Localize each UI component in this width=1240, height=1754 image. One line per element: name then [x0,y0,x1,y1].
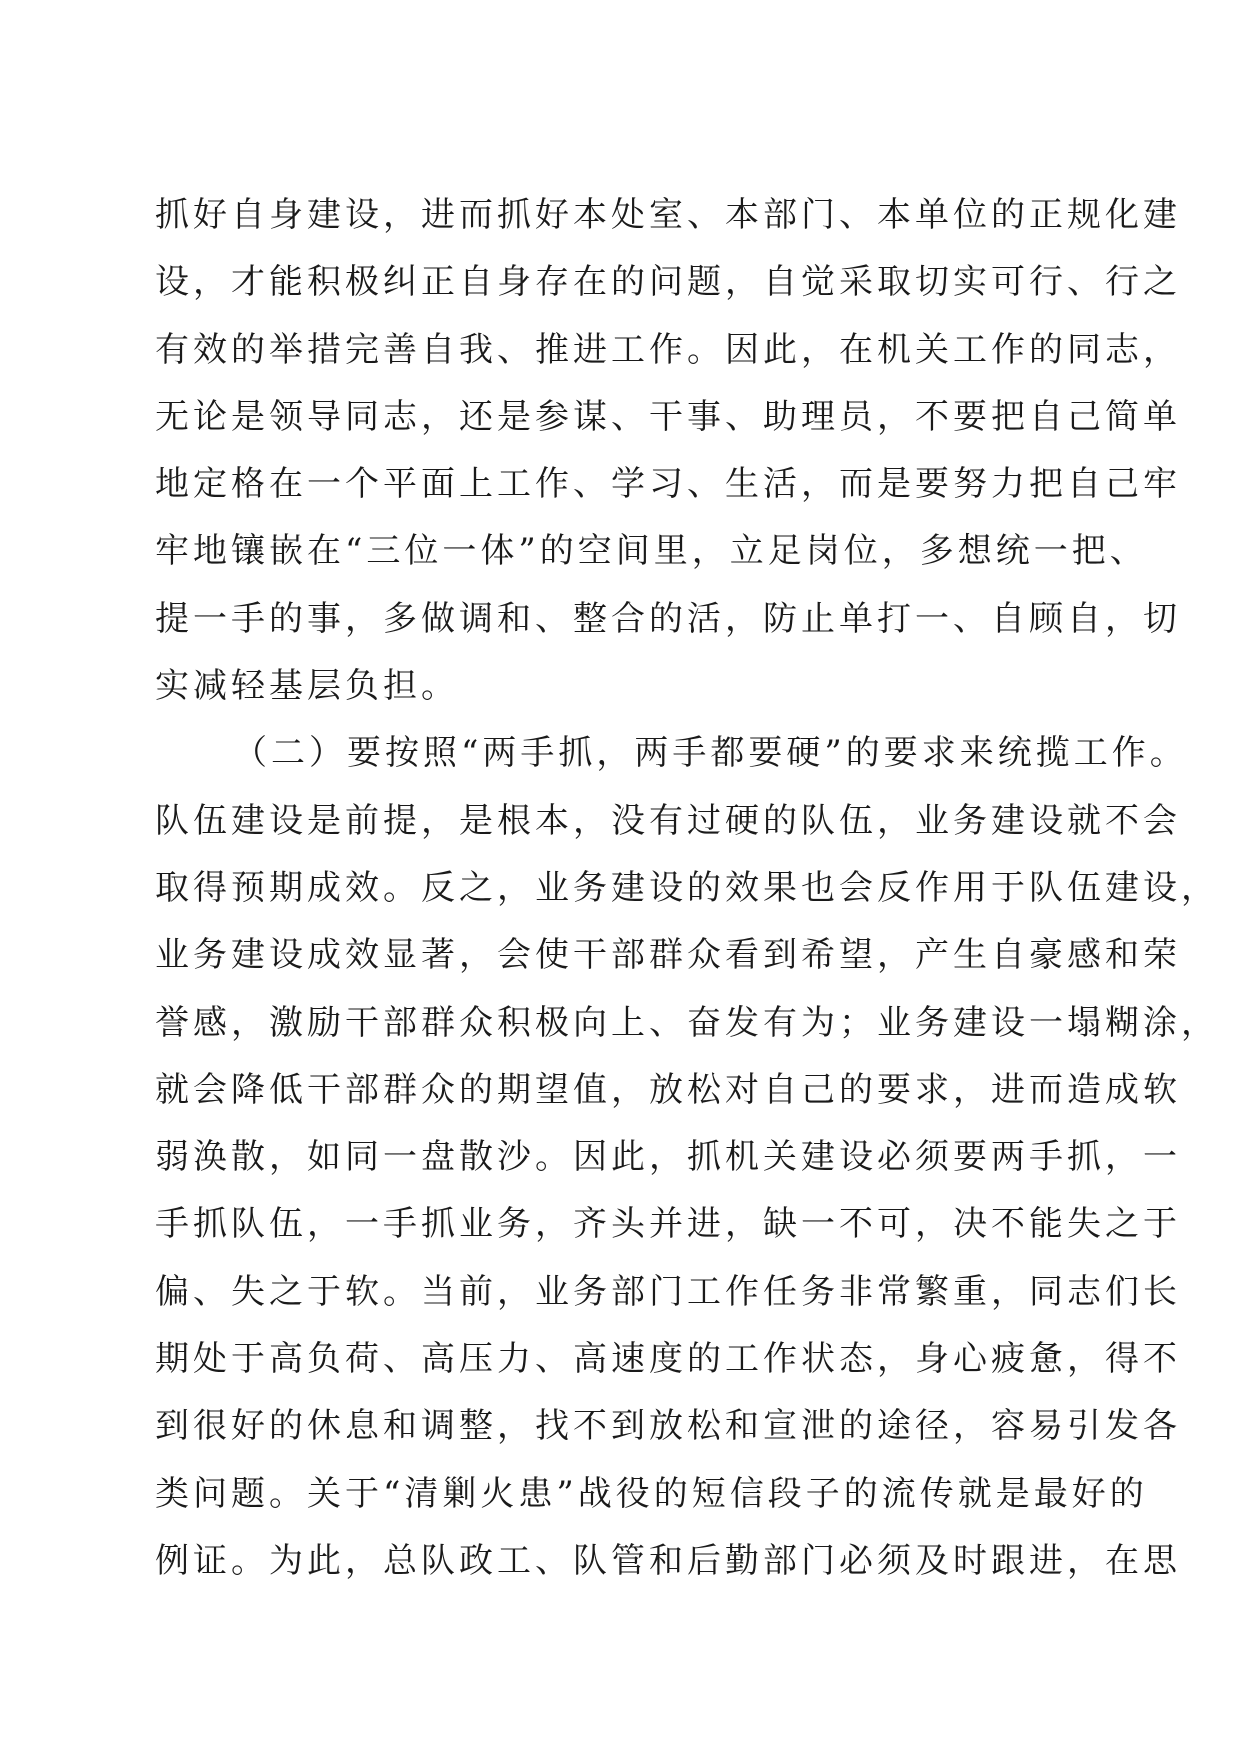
text-line: 就会降低干部群众的期望值，放松对自己的要求，进而造成软 [155,1069,1181,1110]
text-line: 业务建设成效显著，会使干部群众看到希望，产生自豪感和荣 [155,935,1181,976]
section-heading-line: （二）要按照“两手抓，两手都要硬”的要求来统揽工作。 [233,733,1188,774]
text-line: 类问题。关于“清剿火患”战役的短信段子的流传就是最好的 [155,1473,1148,1514]
text-line: 期处于高负荷、高压力、高速度的工作状态，身心疲惫，得不 [155,1339,1181,1380]
text-line: 抓好自身建设，进而抓好本处室、本部门、本单位的正规化建 [155,195,1181,235]
paragraph-end-line: 实减轻基层负担。 [155,666,459,707]
text-line: 誉感，激励干部群众积极向上、奋发有为；业务建设一塌糊涂， [155,1002,1219,1043]
text-line: 无论是领导同志，还是参谋、干事、助理员，不要把自己简单 [155,396,1181,437]
text-line: 取得预期成效。反之，业务建设的效果也会反作用于队伍建设， [155,867,1219,908]
text-line: 弱涣散，如同一盘散沙。因此，抓机关建设必须要两手抓，一 [155,1137,1181,1178]
text-line: 提一手的事，多做调和、整合的活，防止单打一、自顾自，切 [155,598,1181,639]
text-line: 队伍建设是前提，是根本，没有过硬的队伍，业务建设就不会 [155,800,1181,841]
text-line: 到很好的休息和调整，找不到放松和宣泄的途径，容易引发各 [155,1406,1181,1447]
text-line: 偏、失之于软。当前，业务部门工作任务非常繁重，同志们长 [155,1271,1181,1312]
text-line: 地定格在一个平面上工作、学习、生活，而是要努力把自己牢 [155,464,1181,505]
text-line: 手抓队伍，一手抓业务，齐头并进，缺一不可，决不能失之于 [155,1204,1181,1245]
text-line: 有效的举措完善自我、推进工作。因此，在机关工作的同志， [155,329,1181,370]
text-line: 牢地镶嵌在“三位一体”的空间里，立足岗位，多想统一把、 [155,531,1148,572]
body-text [155,182,1219,1595]
text-line: 设，才能积极纠正自身存在的问题，自觉采取切实可行、行之 [155,262,1181,303]
text-line: 例证。为此，总队政工、队管和后勤部门必须及时跟进，在思 [155,1540,1181,1581]
